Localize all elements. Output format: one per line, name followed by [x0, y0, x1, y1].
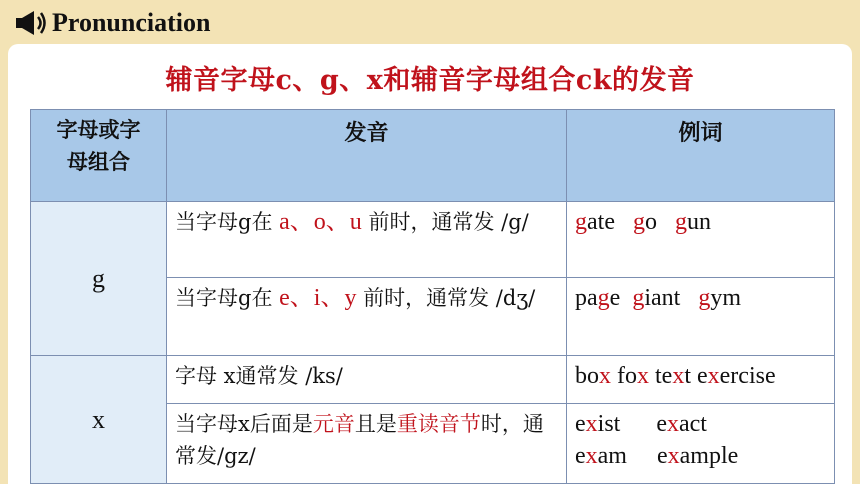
table-header-row — [31, 110, 835, 202]
megaphone-icon — [14, 8, 48, 38]
examples-cell: exist exact exam example — [567, 404, 835, 484]
pronunciation-cell: 字母 x通常发 /ks/ — [167, 356, 567, 404]
pronunciation-table — [30, 109, 835, 484]
column-header-examples: 例词 — [567, 110, 835, 202]
column-header-pronunciation: 发音 — [167, 110, 567, 202]
examples-cell: gate go gun — [567, 202, 835, 278]
letter-cell-x: x — [31, 356, 167, 484]
table-row — [31, 356, 835, 404]
examples-cell: page giant gym — [567, 278, 835, 356]
column-header-letter: 字母或字 母组合 — [31, 110, 167, 202]
section-title: Pronunciation — [52, 8, 211, 37]
table-row — [31, 202, 835, 278]
pronunciation-cell: 当字母g在 e、i、y 前时，通常发 /dʒ/ — [167, 278, 567, 356]
pronunciation-cell: 当字母g在 a、o、u 前时，通常发 /g/ — [167, 202, 567, 278]
section-header — [14, 6, 210, 40]
page-title: 辅音字母c、g、x和辅音字母组合ck的发音 — [165, 65, 695, 96]
examples-cell: box fox text exercise — [567, 356, 835, 404]
letter-cell-g: g — [31, 202, 167, 356]
pronunciation-cell: 当字母x后面是元音且是重读音节时，通常发/gz/ — [167, 404, 567, 484]
